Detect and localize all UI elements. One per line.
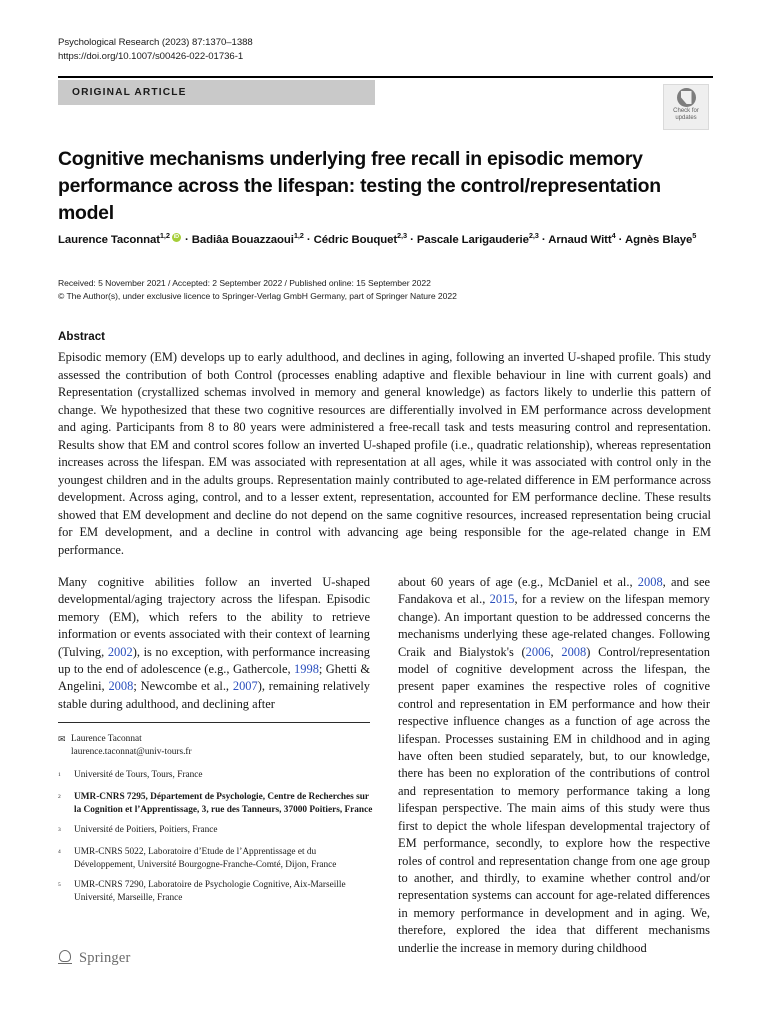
body-column-right [398,574,710,957]
author-affiliation-marker: 2,3 [397,231,408,240]
crossmark-label-line1: Check for [673,108,699,114]
author-list [58,226,708,250]
citation-link[interactable]: 1998 [294,662,319,677]
affiliation-number: 1 [58,772,61,778]
copyright-statement: © The Author(s), under exclusive licence to Springer-Verlag GmbH Germany, part of Springer Nature 2022 [58,290,457,301]
author-entry [548,231,616,246]
abstract-text: Episodic memory (EM) develops up to early adulthood, and declines in aging, following an inverted U-shaped profile. This study assessed the contribution of both Control (processes enabling adaptive and flexible behaviour in line with current goals) and Representation (crystallized schemas involved in memory and general knowledge) as factors likely to underlie this pattern of change. We hypothesized that these two cognitive resources are differentially involved in EM performance across development and aging. Participants from 8 to 80 years were administered a free-recall task and tests measuring control and representation. Results show that EM and control scores follow an inverted U-shaped profile (i.e., quadratic relationship), whereas representation increases across the lifespan. EM was associated with representation at all ages, while it was associated with control only in the youngest children and in the adults groups. Representation mainly contributed to age-related difference in EM performance across development. Across aging, control, and to a lesser extent, representation, accounted for EM performance decline. These results showed that EM development and decline do not depend on the same cognitive resources, increased representation being crucial for EM development, and a decline in control with advancing age being responsible for the age-related change in EM performance. [58,350,711,558]
body-column-left [58,574,370,713]
citation-link[interactable]: 2008 [561,644,587,659]
check-for-updates-badge[interactable] [663,84,709,130]
article-type-banner [58,80,375,105]
springer-logo [58,950,131,967]
received-accepted-published: Received: 5 November 2021 / Accepted: 2 September 2022 / Published online: 15 September 2022 [58,278,431,288]
affiliation-number: 4 [58,849,61,856]
publisher-name: Springer [79,950,131,966]
author-name: Pascale Larigauderie [416,233,529,246]
affiliation-number: 2 [58,794,61,801]
affiliation-item [58,791,376,817]
citation-link[interactable]: 2015 [489,592,515,607]
orcid-icon[interactable] [172,233,181,242]
author-name: Cédric Bouquet [313,233,398,246]
citation-link[interactable]: 2007 [232,679,258,694]
affiliation-item [58,846,376,872]
footnote-divider [58,722,370,723]
journal-citation: Psychological Research (2023) 87:1370–1388 [58,37,253,48]
affiliation-text: Université de Tours, Tours, France [74,770,203,780]
affiliation-number: 3 [58,827,61,834]
author-affiliation-marker: 4 [611,231,616,240]
author-affiliation-marker: 1,2 [159,231,170,240]
author-entry [624,231,697,246]
author-separator: · [538,233,549,246]
correspondence-text [71,733,376,759]
crossmark-label [673,108,699,122]
article-type-label: ORIGINAL ARTICLE [72,87,187,98]
doi-link[interactable]: https://doi.org/10.1007/s00426-022-01736-1 [58,50,244,62]
author-name: Badiâa Bouazzaoui [191,233,294,246]
publication-dates [58,277,708,302]
affiliation-text: UMR-CNRS 7295, Département de Psychologie, Centre de Recherches sur la Cognition et l’Apprentissage, 3, rue des Tanneurs, 37000 Poitiers, France [74,792,373,816]
page-title: Cognitive mechanisms underlying free recall in episodic memory performance across the lifespan: testing the control/representation model [58,147,661,224]
author-separator: · [303,233,314,246]
correspondence-block [58,733,376,759]
author-affiliation-marker: 1,2 [293,231,304,240]
crossmark-label-line2: updates [675,115,697,122]
author-separator: · [615,233,625,246]
author-name: Agnès Blaye [624,233,693,246]
citation-link[interactable]: 2006 [525,644,551,659]
author-entry [191,231,304,246]
author-entry [416,231,539,246]
abstract-heading: Abstract [58,330,106,343]
citation-link[interactable]: 2008 [108,679,134,694]
envelope-icon: ✉ [58,734,66,744]
citation-link[interactable]: 2008 [637,575,663,589]
corresponding-author-email[interactable]: laurence.taconnat@univ-tours.fr [71,747,192,757]
affiliation-text: UMR-CNRS 5022, Laboratoire d’Etude de l’Apprentissage et du Développement, Université Bourgogne-Franche-Comté, Dijon, France [74,847,337,871]
affiliation-item [58,769,376,784]
intro-paragraph-right: about 60 years of age (e.g., McDaniel et al., 2008, and see Fandakova et al., 2015, for a review on the lifespan memory change). An important question to be addressed concerns the mechanisms underlying these age-related changes. Following Craik and Bialystok's (2006, 2008) Control/representation model of cognitive development across the lifespan, the present paper examines the respective roles of cognitive control and representation in EM performance and how their respective influence changes as a function of age across the lifespan. Processes sustaining EM in childhood and in aging have often been studied separately, but, to our knowledge, there has been no exploration of the contributions of control and representation to memory performance taking a long lifespan perspective. The main aims of this study were thus first to depict the whole lifespan developmental trajectory of EM performance, secondly, to explore how the respective roles of control and representation change from one age group to another, and thirdly, to examine whether control and/or representation systems can account for age-related differences in memory performance in development and in aging. We, therefore, explored the idea that different mechanisms underlie the increase in memory during childhood [398,575,710,955]
author-entry [58,231,182,246]
journal-reference [58,36,253,63]
intro-paragraph-left: Many cognitive abilities follow an inverted U-shaped developmental/aging trajectory across the lifespan. Episodic memory (EM), which refers to the ability to retrieve information or events associated with their context of learning (Tulving, 2002), is no exception, with performance increasing up to the end of adolescence (e.g., Gathercole, 1998; Ghetti & Angelini, 2008; Newcombe et al., 2007), remaining relatively stable during adulthood, and declining after [58,575,371,711]
affiliation-item [58,879,376,905]
author-affiliation-marker: 2,3 [528,231,539,240]
author-separator: · [407,233,417,246]
affiliation-text: Université de Poitiers, Poitiers, France [74,825,218,836]
citation-link[interactable]: 2002 [107,644,133,659]
author-name: Arnaud Witt [548,233,612,246]
affiliation-text: UMR-CNRS 7290, Laboratoire de Psychologie Cognitive, Aix-Marseille Université, Marseille, France [74,880,346,904]
author-entry [313,231,408,246]
affiliation-number: 5 [58,882,61,889]
crossmark-icon [677,88,696,107]
header-divider [58,76,713,78]
springer-knight-icon [58,950,73,967]
author-affiliation-marker: 5 [692,231,697,240]
footnote-block [58,733,376,912]
affiliation-list [58,769,376,905]
author-separator: · [181,233,192,246]
author-name: Laurence Taconnat [58,233,160,246]
affiliation-item [58,824,376,839]
corresponding-author-name: Laurence Taconnat [71,734,142,744]
